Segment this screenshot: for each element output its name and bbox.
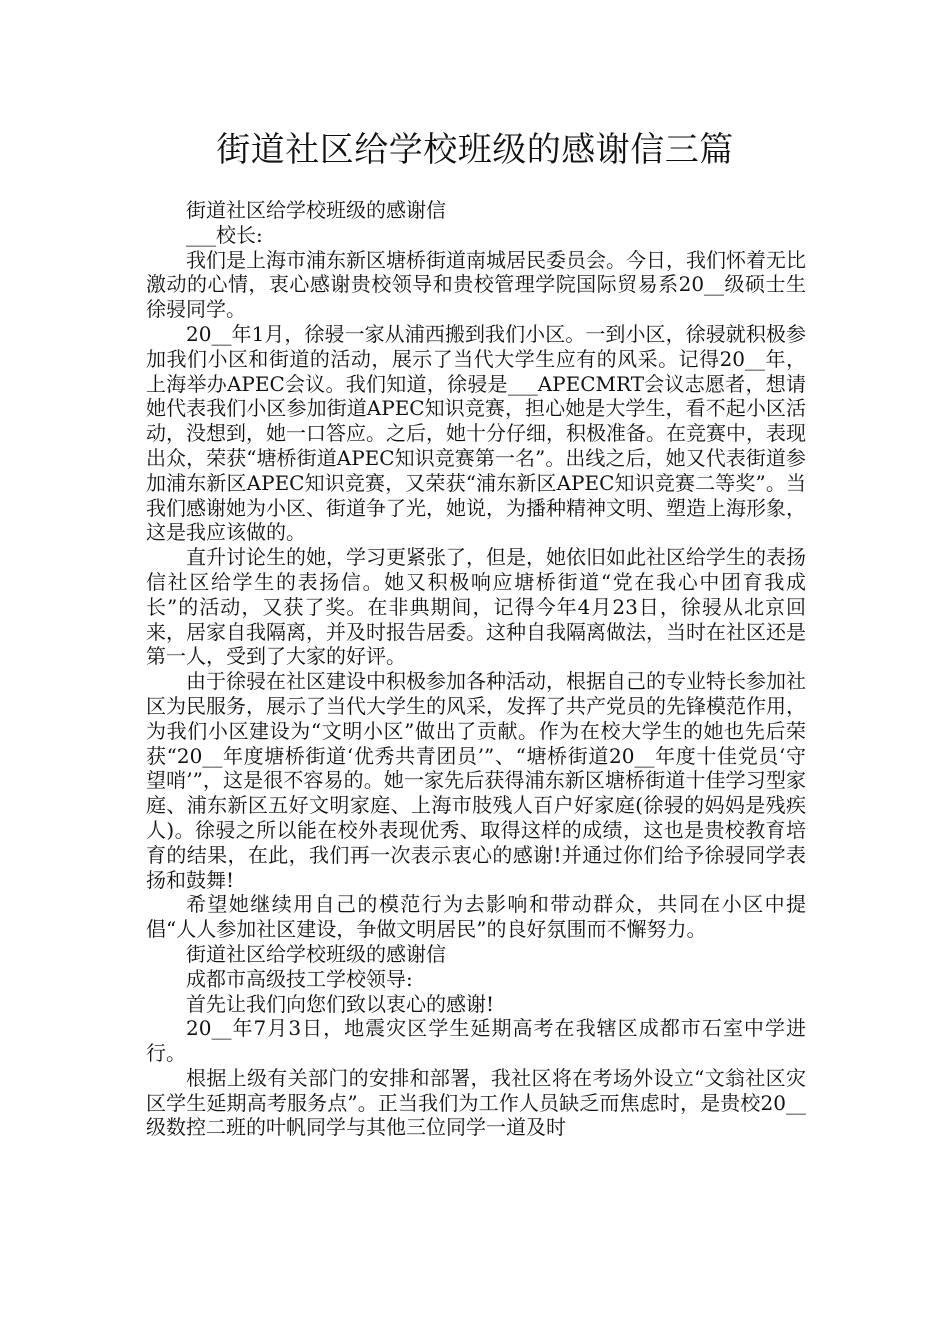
paragraph: 直升讨论生的她，学习更紧张了，但是，她依旧如此社区给学生的表扬信社区给学生的表扬信。她又积极响应塘桥街道“党在我心中团育我成长”的活动，又获了奖。在非典期间，记得今年4月23日，徐骎从北京回来，居家自我隔离，并及时报告居委。这种自我隔离做法，当时在社区还是第一人，受到了大家的好评。: [146, 545, 806, 669]
paragraph: 根据上级有关部门的安排和部署，我社区将在考场外设立“文翁社区灾区学生延期高考服务点”。正当我们为工作人员缺乏而焦虑时，是贵校20__级数控二班的叶帆同学与其他三位同学一道及时: [146, 1065, 806, 1140]
paragraph: 20__年7月3日，地震灾区学生延期高考在我辖区成都市石室中学进行。: [146, 1016, 806, 1066]
paragraph: 希望她继续用自己的模范行为去影响和带动群众，共同在小区中提倡“人人参加社区建设，争做文明居民”的良好氛围而不懈努力。: [146, 892, 806, 942]
paragraph: 由于徐骎在社区建设中积极参加各种活动，根据自己的专业特长参加社区为民服务，展示了当代大学生的风采，发挥了共产党员的先锋模范作用，为我们小区建设为“文明小区”做出了贡献。作为在校大学生的她也先后荣获“20__年度塘桥街道‘优秀共青团员’”、“塘桥街道20__年度十佳党员‘守望哨’”，这是很不容易的。她一家先后获得浦东新区塘桥街道十佳学习型家庭、浦东新区五好文明家庭、上海市肢残人百户好家庭(徐骎的妈妈是残疾人)。徐骎之所以能在校外表现优秀、取得这样的成绩，这也是贵校教育培育的结果，在此，我们再一次表示衷心的感谢!并通过你们给予徐骎同学表扬和鼓舞!: [146, 669, 806, 892]
paragraph: ___校长:: [186, 222, 263, 247]
paragraph: 首先让我们向您们致以衷心的感谢!: [186, 991, 495, 1016]
document-body: [146, 198, 806, 1140]
document-title: 街道社区给学校班级的感谢信三篇: [216, 130, 734, 170]
paragraph: 街道社区给学校班级的感谢信: [186, 941, 446, 966]
paragraph: 我们是上海市浦东新区塘桥街道南城居民委员会。今日，我们怀着无比激动的心情，衷心感谢贵校领导和贵校管理学院国际贸易系20__级硕士生徐骎同学。: [146, 247, 806, 322]
paragraph: 街道社区给学校班级的感谢信: [186, 198, 446, 222]
paragraph: 20__年1月，徐骎一家从浦西搬到我们小区。一到小区，徐骎就积极参加我们小区和街道的活动，展示了当代大学生应有的风采。记得20__年，上海举办APEC会议。我们知道，徐骎是___APECMRT会议志愿者，想请她代表我们小区参加街道APEC知识竞赛，担心她是大学生，看不起小区活动，没想到，她一口答应。之后，她十分仔细，积极准备。在竞赛中，表现出众，荣获“塘桥街道APEC知识竞赛第一名”。出线之后，她又代表街道参加浦东新区APEC知识竞赛，又荣获“浦东新区APEC知识竞赛二等奖”。当我们感谢她为小区、街道争了光，她说，为播种精神文明、塑造上海形象，这是我应该做的。: [146, 321, 806, 545]
paragraph: 成都市高级技工学校领导:: [186, 966, 413, 991]
